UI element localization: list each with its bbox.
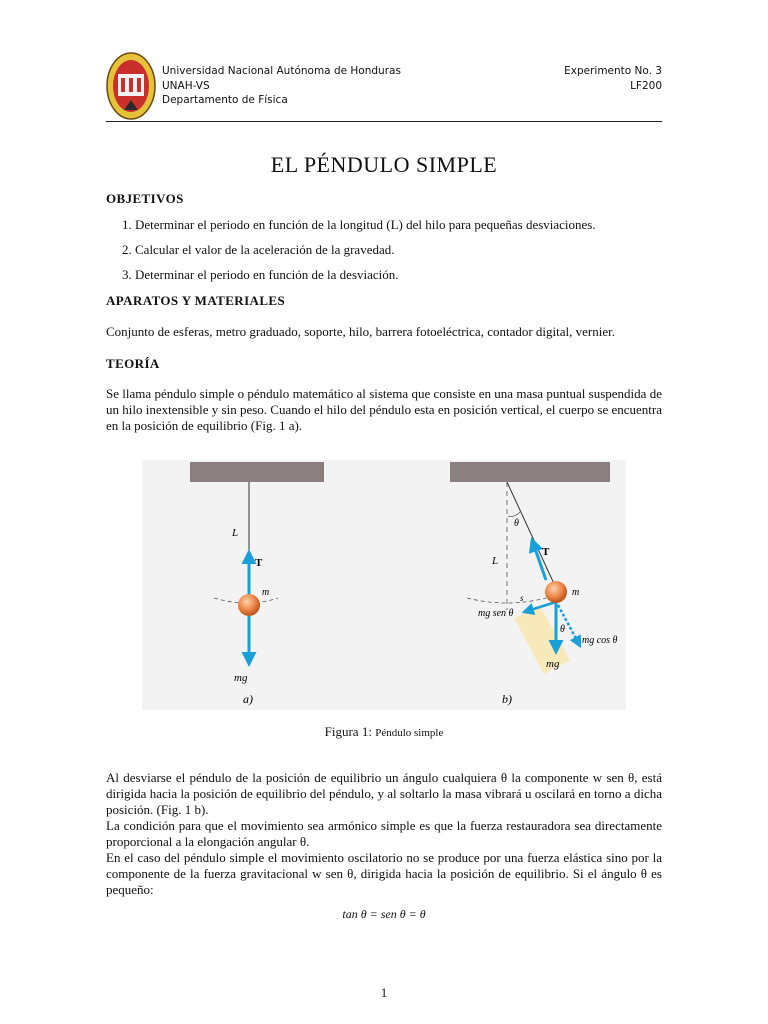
header-divider: [106, 121, 662, 122]
label-theta-bottom: θ: [560, 624, 565, 635]
label-m-a: m: [262, 587, 270, 598]
label-mg-b: mg: [546, 658, 560, 670]
label-s: s: [520, 593, 524, 603]
materials-text: Conjunto de esferas, metro graduado, soporte, hilo, barrera fotoeléctrica, contador digital, vernier.: [106, 324, 615, 339]
body-paragraph-1: Al desviarse el péndulo de la posición de equilibrio un ángulo cualquiera θ la componente w sen θ, está dirigida hacia la posición de equilibrio del péndulo, y al soltarlo la masa vibrará u oscilará en torno a dicha posición. (Fig. 1 b).: [106, 770, 662, 817]
figure-caption: [0, 724, 768, 740]
label-mg-sen-theta: mg sen θ: [478, 608, 514, 619]
department-name: Departamento de Física: [162, 94, 288, 106]
figure-caption-prefix: Figura 1:: [324, 724, 376, 739]
theory-heading: TEORÍA: [106, 356, 160, 371]
label-T-b: T: [542, 546, 550, 558]
label-panel-a: a): [243, 692, 253, 706]
objectives-heading: OBJETIVOS: [106, 191, 184, 206]
header-institution-block: [162, 64, 401, 108]
experiment-number: Experimento No. 3: [564, 65, 662, 77]
page-title: EL PÉNDULO SIMPLE: [270, 152, 498, 177]
course-code: LF200: [630, 79, 662, 92]
theory-paragraph: Se llama péndulo simple o péndulo matemático al sistema que consiste en una masa puntual suspendida de un hilo inextensible y sin peso. Cuando el hilo del péndulo esta en posición vertical, el cuerpo se encuentra en la posición de equilibrio (Fig. 1 a).: [106, 386, 662, 433]
body-paragraph-3: En el caso del péndulo simple el movimiento oscilatorio no se produce por una fuerza elástica sino por la componente de la fuerza gravitacional w sen θ, dirigida hacia la posición de equilibrio. Si el ángulo θ es pequeño:: [106, 850, 662, 897]
small-angle-equation: tan θ = sen θ = θ: [342, 907, 426, 921]
objective-item-3: 3. Determinar el periodo en función de la desviación.: [122, 267, 399, 282]
ceiling-support-a: [190, 462, 324, 482]
mass-ball-b: [545, 581, 567, 603]
body-paragraph-2: La condición para que el movimiento sea armónico simple es que la fuerza restauradora sea directamente proporcional a la elongación angular θ.: [106, 818, 662, 849]
campus-name: UNAH-VS: [162, 79, 210, 92]
label-panel-b: b): [502, 692, 512, 706]
objective-item-1: 1. Determinar el periodo en función de la longitud (L) del hilo para pequeñas desviaciones.: [122, 217, 596, 232]
figure-caption-text: Péndulo simple: [375, 727, 444, 739]
pendulum-figure: [142, 460, 626, 710]
ceiling-support-b: [450, 462, 610, 482]
label-L-a: L: [232, 527, 239, 539]
page-number: 1: [380, 985, 388, 1000]
objective-item-2: 2. Calcular el valor de la aceleración de la gravedad.: [122, 242, 395, 257]
materials-heading: APARATOS Y MATERIALES: [106, 293, 286, 308]
label-mg-a: mg: [234, 672, 248, 684]
label-mg-cos-theta: mg cos θ: [582, 635, 618, 646]
label-theta-top: θ: [514, 518, 519, 529]
university-seal-logo: [106, 52, 156, 120]
label-T-a: T: [255, 557, 263, 569]
mass-ball-a: [238, 594, 260, 616]
label-L-b: L: [492, 555, 499, 567]
institution-name: Universidad Nacional Autónoma de Honduras: [162, 65, 401, 77]
header-experiment-block: [564, 64, 662, 93]
label-m-b: m: [572, 587, 580, 598]
